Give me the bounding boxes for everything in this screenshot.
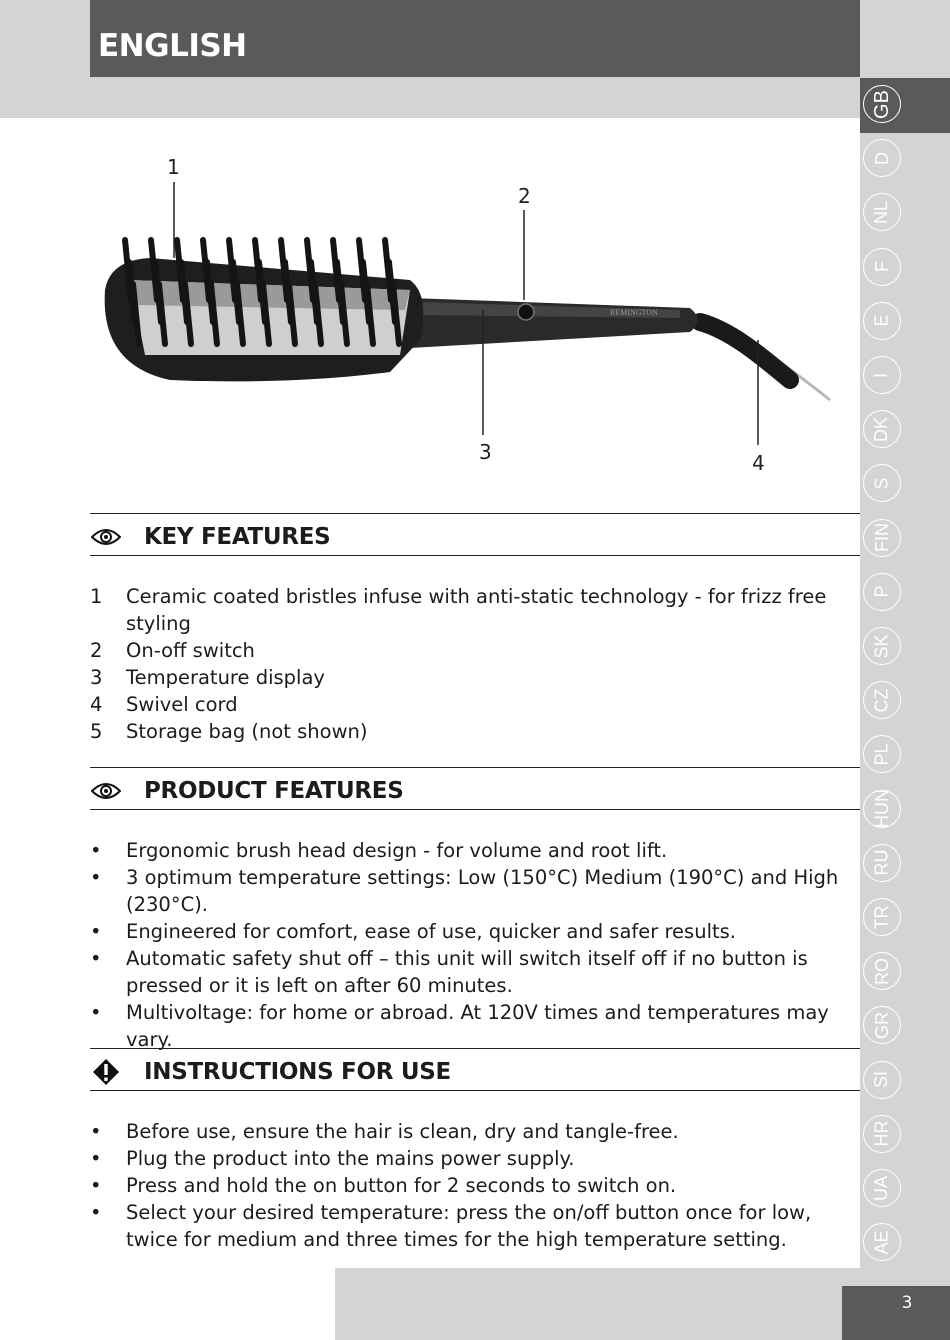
language-tab-d[interactable] (863, 139, 901, 177)
language-tab-label: UA (871, 1175, 892, 1201)
language-tab-label: D (871, 151, 892, 165)
list-item-text: Temperature display (126, 666, 325, 689)
eye-icon (90, 524, 122, 550)
instructions-heading (90, 1051, 451, 1093)
callout-4: 4 (752, 451, 765, 475)
bullet-marker: • (90, 1147, 102, 1170)
list-item (90, 1145, 860, 1172)
list-item-text: Automatic safety shut off – this unit will switch itself off if no button is pressed or it is left on after 60 minutes. (126, 947, 808, 997)
language-tab-label: CZ (871, 688, 892, 713)
list-item-text: Select your desired temperature: press the on/off button once for low, twice for medium and three times for the high temperature setting. (126, 1201, 812, 1251)
language-tab-label: NL (871, 200, 892, 224)
language-tab-dk[interactable] (863, 410, 901, 448)
language-tab-label: HUN (871, 789, 892, 829)
language-tab-label: TR (871, 905, 892, 929)
list-item-text: Multivoltage: for home or abroad. At 120V times and temperatures may vary. (126, 1001, 829, 1051)
language-tab-label: FIN (871, 523, 892, 553)
section-rule-bottom (90, 555, 860, 556)
list-item (90, 1199, 860, 1253)
list-item (90, 583, 860, 637)
list-item (90, 837, 860, 864)
language-tab-e[interactable] (863, 302, 901, 340)
language-tab-hr[interactable] (863, 1115, 901, 1153)
language-tab-label: AE (871, 1230, 892, 1255)
language-tab-fin[interactable] (863, 519, 901, 557)
language-tab-tr[interactable] (863, 898, 901, 936)
list-item (90, 691, 860, 718)
language-tab-gb[interactable] (863, 85, 901, 123)
product-illustration (90, 140, 860, 490)
section-rule-bottom (90, 809, 860, 810)
list-item (90, 945, 860, 999)
language-tab-label: SK (871, 633, 892, 659)
list-item-text: Swivel cord (126, 693, 238, 716)
language-tab-label: DK (871, 416, 892, 442)
language-tab-ae[interactable] (863, 1223, 901, 1261)
section-rule-top (90, 767, 860, 768)
list-item-text: On-off switch (126, 639, 255, 662)
language-tab-label: RU (871, 849, 892, 876)
list-item-number: 2 (90, 639, 103, 662)
callout-2: 2 (518, 184, 531, 208)
product-features-list (90, 837, 860, 1053)
list-item (90, 864, 860, 918)
language-tab-label: S (871, 477, 892, 490)
list-item (90, 718, 860, 745)
eye-icon (90, 778, 122, 804)
list-item-text: Storage bag (not shown) (126, 720, 368, 743)
language-tab-label: P (871, 585, 892, 598)
list-item-text: Ergonomic brush head design - for volume and root lift. (126, 839, 668, 862)
list-item-number: 5 (90, 720, 103, 743)
language-tab-label: SI (871, 1071, 892, 1089)
language-tab-label: RO (871, 957, 892, 985)
section-rule-top (90, 1048, 860, 1049)
language-tab-p[interactable] (863, 573, 901, 611)
product-features-title: PRODUCT FEATURES (144, 778, 404, 804)
warning-icon (90, 1059, 122, 1085)
list-item-number: 1 (90, 585, 103, 608)
bullet-marker: • (90, 839, 102, 862)
list-item-text: Plug the product into the mains power supply. (126, 1147, 575, 1170)
language-tab-ua[interactable] (863, 1169, 901, 1207)
language-tab-si[interactable] (863, 1061, 901, 1099)
list-item (90, 1118, 860, 1145)
key-features-list (90, 583, 860, 745)
list-item-text: Engineered for comfort, ease of use, quicker and safer results. (126, 920, 736, 943)
bullet-marker: • (90, 1174, 102, 1197)
language-tab-label: GB (870, 89, 893, 119)
section-rule-bottom (90, 1090, 860, 1091)
language-tab-label: GR (871, 1011, 892, 1039)
list-item (90, 664, 860, 691)
language-tab-label: HR (871, 1120, 892, 1147)
language-tab-sk[interactable] (863, 627, 901, 665)
bullet-marker: • (90, 1120, 102, 1143)
list-item (90, 918, 860, 945)
callout-1: 1 (167, 155, 180, 179)
language-tab-label: E (871, 314, 892, 327)
page-number: 3 (901, 1293, 913, 1313)
language-tab-cz[interactable] (863, 681, 901, 719)
instructions-list (90, 1118, 860, 1253)
list-item-text: Press and hold the on button for 2 seconds to switch on. (126, 1174, 677, 1197)
language-tab-hun[interactable] (863, 790, 901, 828)
list-item (90, 1172, 860, 1199)
product-features-heading (90, 770, 403, 812)
language-tab-label: PL (871, 743, 892, 766)
bullet-marker: • (90, 1201, 102, 1224)
bullet-marker: • (90, 947, 102, 970)
callout-3: 3 (479, 440, 492, 464)
list-item-number: 4 (90, 693, 103, 716)
list-item-text: Ceramic coated bristles infuse with anti-static technology - for frizz free styling (126, 585, 827, 635)
key-features-title: KEY FEATURES (144, 524, 331, 550)
list-item (90, 637, 860, 664)
key-features-heading (90, 516, 330, 558)
language-tab-ro[interactable] (863, 952, 901, 990)
instructions-title: INSTRUCTIONS FOR USE (144, 1059, 451, 1085)
language-tab-i[interactable] (863, 356, 901, 394)
language-tab-label: F (871, 261, 892, 273)
list-item-number: 3 (90, 666, 103, 689)
brand-logo: REMINGTON (610, 308, 658, 317)
bullet-marker: • (90, 920, 102, 943)
language-tab-ru[interactable] (863, 844, 901, 882)
list-item-text: Before use, ensure the hair is clean, dry and tangle-free. (126, 1120, 679, 1143)
list-item (90, 999, 860, 1053)
bullet-marker: • (90, 866, 102, 889)
section-rule-top (90, 513, 860, 514)
language-tab-label: I (871, 372, 892, 378)
page-title: ENGLISH (98, 28, 247, 64)
language-tab-f[interactable] (863, 248, 901, 286)
bullet-marker: • (90, 1001, 102, 1024)
list-item-text: 3 optimum temperature settings: Low (150°C) Medium (190°C) and High (230°C). (126, 866, 839, 916)
